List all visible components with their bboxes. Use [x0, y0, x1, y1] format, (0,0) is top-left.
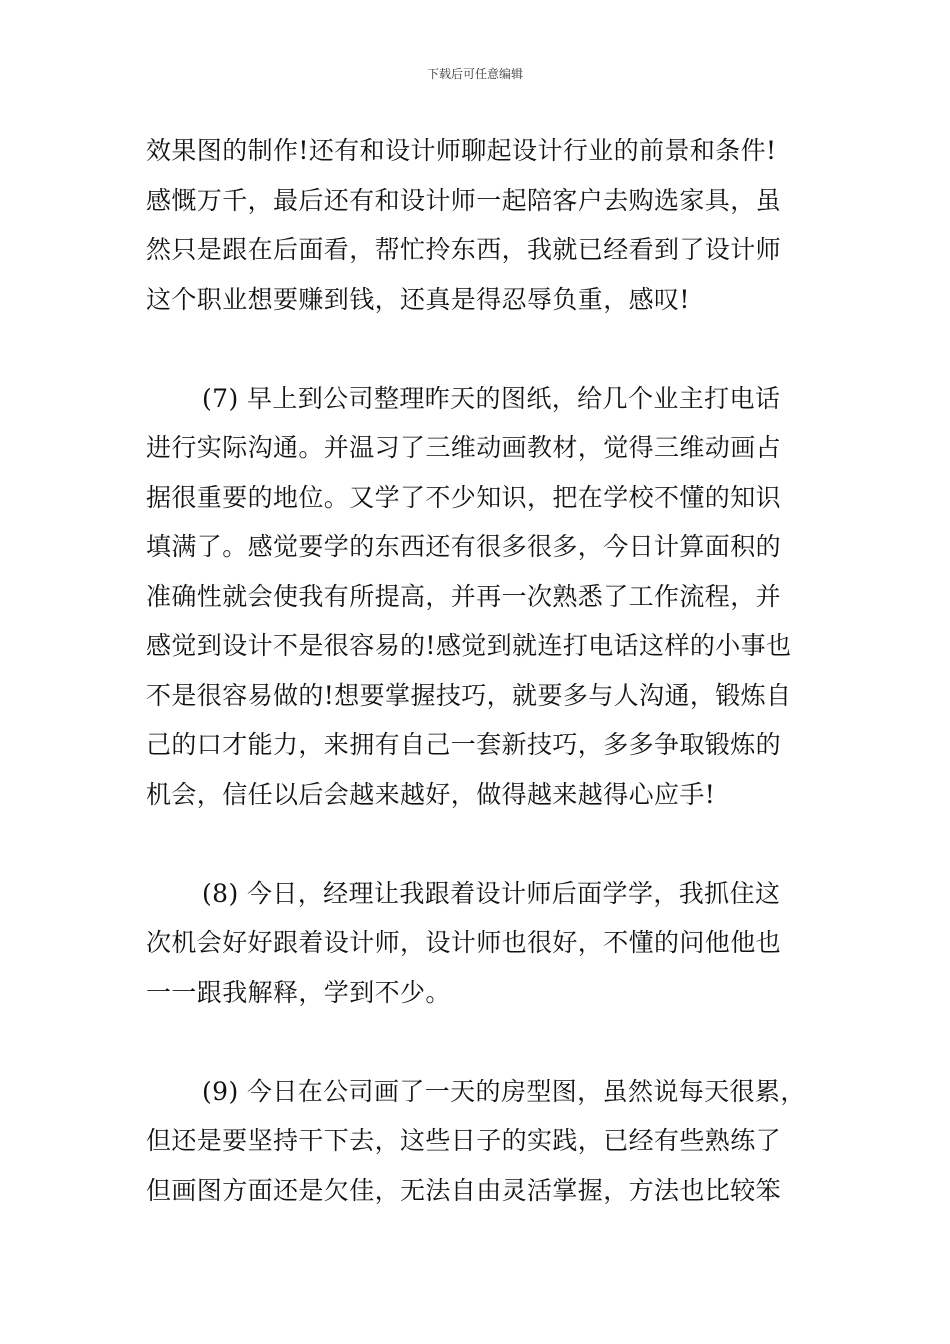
text-line: 效果图的制作!还有和设计师聊起设计行业的前景和条件! — [146, 136, 777, 165]
text-line: 但还是要坚持干下去，这些日子的实践，已经有些熟练了 — [146, 1126, 782, 1155]
text-line: 不是很容易做的!想要掌握技巧，就要多与人沟通，锻炼自 — [146, 680, 792, 710]
text-line: 据很重要的地位。又学了不少知识，把在学校不懂的知识 — [146, 482, 782, 512]
text-line: 机会，信任以后会越来越好，做得越来越得心应手! — [146, 779, 716, 809]
text-line: 感慨万千，最后还有和设计师一起陪客户去购选家具，虽 — [146, 185, 782, 215]
text-line: 准确性就会使我有所提高，并再一次熟悉了工作流程，并 — [146, 581, 782, 611]
document-body — [146, 126, 806, 1215]
paragraph-8 — [146, 869, 806, 1018]
text-line: 己的口才能力，来拥有自己一套新技巧，多多争取锻炼的 — [146, 730, 782, 759]
text-line: 然只是跟在后面看，帮忙拎东西，我就已经看到了设计师 — [146, 235, 782, 264]
text-line: 这个职业想要赚到钱，还真是得忍辱负重，感叹! — [146, 284, 690, 314]
text-line: (9) 今日在公司画了一天的房型图，虽然说每天很累， — [202, 1076, 806, 1106]
paragraph-9 — [146, 1067, 806, 1216]
paragraph-6-continued — [146, 126, 806, 324]
text-line: (7) 早上到公司整理昨天的图纸，给几个业主打电话 — [202, 383, 781, 413]
text-line: 但画图方面还是欠佳，无法自由灵活掌握，方法也比较笨 — [146, 1175, 782, 1205]
paragraph-spacer — [146, 819, 806, 869]
text-line: (8) 今日，经理让我跟着设计师后面学学，我抓住这 — [202, 878, 781, 908]
paragraph-7 — [146, 374, 806, 820]
text-line: 一一跟我解释，学到不少。 — [146, 977, 451, 1007]
text-line: 进行实际沟通。并温习了三维动画教材，觉得三维动画占 — [146, 433, 782, 462]
page-header: 下载后可任意编辑 — [426, 67, 523, 81]
text-line: 填满了。感觉要学的东西还有很多很多，今日计算面积的 — [146, 532, 782, 561]
paragraph-spacer — [146, 324, 806, 374]
paragraph-spacer — [146, 1017, 806, 1067]
text-line: 次机会好好跟着设计师，设计师也很好，不懂的问他他也 — [146, 928, 782, 957]
text-line: 感觉到设计不是很容易的!感觉到就连打电话这样的小事也 — [146, 631, 792, 660]
